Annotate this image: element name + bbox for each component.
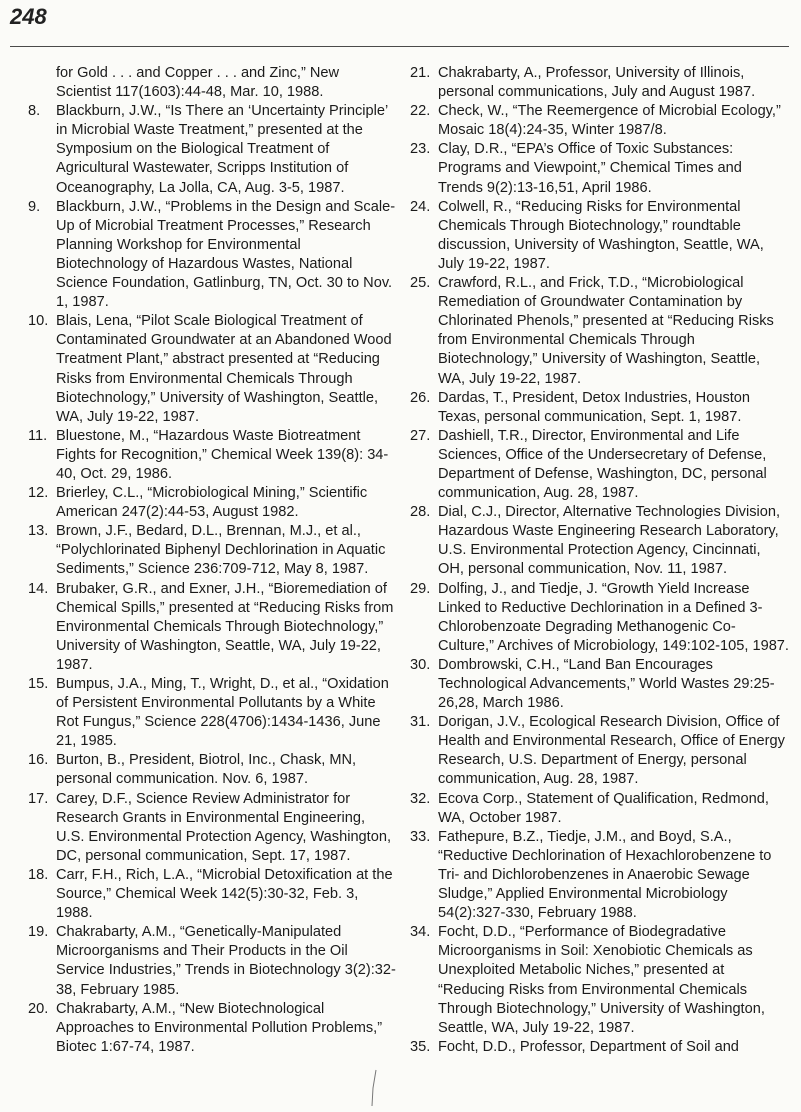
reference-entry bbox=[28, 675, 396, 751]
reference-entry bbox=[410, 828, 790, 923]
reference-entry bbox=[28, 790, 396, 866]
reference-number: 19. bbox=[28, 924, 49, 941]
reference-entry bbox=[410, 503, 790, 579]
reference-number: 12. bbox=[28, 485, 49, 502]
reference-entry bbox=[28, 427, 396, 484]
reference-entry bbox=[410, 713, 790, 789]
reference-text: Blackburn, J.W., “Problems in the Design and Scale-Up of Microbial Treatment Processes,” Research Planning Workshop for Environmental Biotechnology of Hazardous Wastes, National Science Foundation, Gatlinburg, TN, Oct. 30 to Nov. 1, 1987. bbox=[56, 198, 396, 311]
reference-number: 11. bbox=[28, 427, 48, 444]
reference-entry bbox=[410, 1038, 790, 1057]
reference-number: 17. bbox=[28, 790, 49, 807]
reference-entry bbox=[28, 580, 396, 675]
left-column bbox=[28, 64, 396, 1057]
reference-entry bbox=[410, 140, 790, 197]
reference-number: 8. bbox=[28, 103, 41, 120]
reference-text: Dardas, T., President, Detox Industries, Houston Texas, personal communication, Sept. 1, 1987. bbox=[438, 389, 751, 425]
reference-entry bbox=[28, 102, 396, 197]
reference-number: 13. bbox=[28, 523, 49, 540]
reference-text: Dial, C.J., Director, Alternative Technologies Division, Hazardous Waste Engineering Research Laboratory, U.S. Environmental Protection Agency, Cincinnati, OH, personal communication, Nov. 11, 1987. bbox=[438, 504, 781, 578]
page-number: 248 bbox=[10, 4, 47, 29]
header-rule bbox=[10, 46, 789, 47]
reference-entry bbox=[28, 1000, 396, 1057]
reference-entry bbox=[410, 102, 790, 140]
reference-text: Clay, D.R., “EPA’s Office of Toxic Substances: Programs and Viewpoint,” Chemical Times and Trends 9(2):13-16,51, April 1986. bbox=[438, 141, 742, 196]
reference-number: 31. bbox=[410, 714, 431, 731]
reference-number: 30. bbox=[410, 656, 431, 673]
reference-text: Chakrabarty, A., Professor, University of Illinois, personal communications, July and August 1987. bbox=[438, 65, 756, 101]
reference-entry bbox=[410, 389, 790, 427]
reference-text: Dorigan, J.V., Ecological Research Division, Office of Health and Environmental Research, Office of Energy Research, U.S. Department of Energy, personal communication, Aug. 28, 1987. bbox=[438, 714, 785, 788]
reference-text: Blais, Lena, “Pilot Scale Biological Treatment of Contaminated Groundwater at an Abandoned Wood Treatment Plant,” abstract presented at “Reducing Risks from Environmental Chemicals Through Biotechnology,” University of Washington, Seattle, WA, July 19-22, 1987. bbox=[56, 313, 392, 425]
reference-text: Crawford, R.L., and Frick, T.D., “Microbiological Remediation of Groundwater Contamination by Chlorinated Phenols,” presented at “Reducing Risks from Environmental Chemicals Through Biotechnology,” University of Washington, Seattle, WA, July 19-22, 1987. bbox=[438, 275, 774, 387]
reference-entry bbox=[28, 866, 396, 923]
reference-text: Bluestone, M., “Hazardous Waste Biotreatment Fights for Recognition,” Chemical Week 139(8): 34-40, Oct. 29, 1986. bbox=[56, 427, 389, 482]
reference-text: Check, W., “The Reemergence of Microbial Ecology,” Mosaic 18(4):24-35, Winter 1987/8. bbox=[438, 103, 781, 139]
reference-entry bbox=[28, 923, 396, 999]
reference-entry bbox=[410, 580, 790, 656]
reference-continuation: for Gold . . . and Copper . . . and Zinc,” New Scientist 117(1603):44-48, Mar. 10, 1988. bbox=[56, 65, 340, 101]
reference-entry bbox=[410, 274, 790, 389]
reference-text: Chakrabarty, A.M., “Genetically-Manipulated Microorganisms and Their Products in the Oil Service Industries,” Trends in Biotechnology 3(2):32-38, February 1985. bbox=[56, 924, 396, 998]
reference-number: 9. bbox=[28, 198, 41, 215]
reference-text: Colwell, R., “Reducing Risks for Environmental Chemicals Through Biotechnology,” roundtable discussion, University of Washington, Seattle, WA, July 19-22, 1987. bbox=[438, 198, 764, 272]
reference-number: 23. bbox=[410, 141, 431, 158]
reference-text: Brierley, C.L., “Microbiological Mining,” Scientific American 247(2):44-53, August 1982. bbox=[56, 485, 368, 521]
reference-text: Brubaker, G.R., and Exner, J.H., “Bioremediation of Chemical Spills,” presented at “Reducing Risks from Environmental Chemicals Through Biotechnology,” University of Washington, Seattle, WA, July 19-22, 1987. bbox=[56, 580, 394, 673]
reference-entry bbox=[410, 656, 790, 713]
reference-text: Fathepure, B.Z., Tiedje, J.M., and Boyd, S.A., “Reductive Dechlorination of Hexachlorobenzene to Tri- and Dichlorobenzenes in Anaerobic Sewage Sludge,” Applied Environmental Microbiology 54(2):327-330, February 1988. bbox=[438, 828, 772, 922]
reference-number: 16. bbox=[28, 752, 49, 769]
reference-text: Dombrowski, C.H., “Land Ban Encourages Technological Advancements,” World Wastes 29:25-26,28, March 1986. bbox=[438, 656, 775, 712]
reference-text: Burton, B., President, Biotrol, Inc., Chask, MN, personal communication. Nov. 6, 1987. bbox=[56, 752, 357, 788]
reference-number: 22. bbox=[410, 103, 431, 120]
reference-text: Dolfing, J., and Tiedje, J. “Growth Yield Increase Linked to Reductive Dechlorination in a Defined 3-Chlorobenzoate Degrading Methanogenic Co-Culture,” Archives of Microbiology, 149:102-105, 1987. bbox=[438, 580, 789, 654]
reference-text: Focht, D.D., “Performance of Biodegradative Microorganisms in Soil: Xenobiotic Chemicals as Unexploited Metabolic Niches,” presented at “Reducing Risks from Environmental Chemicals Through Biotechnology,” University of Washington, Seattle, WA, July 19-22, 1987. bbox=[438, 924, 765, 1036]
reference-number: 34. bbox=[410, 924, 431, 941]
reference-number: 10. bbox=[28, 313, 49, 330]
reference-entry bbox=[28, 312, 396, 427]
reference-entry bbox=[410, 427, 790, 503]
reference-entry bbox=[28, 522, 396, 579]
reference-entry bbox=[410, 923, 790, 1038]
reference-text: Blackburn, J.W., “Is There an ‘Uncertainty Principle’ in Microbial Waste Treatment,” presented at the Symposium on the Biological Treatment of Agricultural Wastewater, Scripps Institution of Oceanography, La Jolla, CA, Aug. 3-5, 1987. bbox=[56, 103, 388, 196]
reference-number: 18. bbox=[28, 866, 49, 883]
reference-number: 20. bbox=[28, 1000, 49, 1017]
reference-entry bbox=[410, 790, 790, 828]
reference-text: Brown, J.F., Bedard, D.L., Brennan, M.J., et al., “Polychlorinated Biphenyl Dechlorination in Aquatic Sediments,” Science 236:709-712, May 8, 1987. bbox=[56, 523, 386, 578]
pen-mark bbox=[368, 1068, 382, 1108]
reference-number: 33. bbox=[410, 828, 431, 845]
reference-entry bbox=[28, 198, 396, 313]
reference-text: Dashiell, T.R., Director, Environmental and Life Sciences, Office of the Undersecretary of Defense, Department of Defense, Washington, DC, personal communication, Aug. 28, 1987. bbox=[438, 427, 767, 502]
reference-text: Ecova Corp., Statement of Qualification, Redmond, WA, October 1987. bbox=[438, 790, 769, 826]
reference-number: 24. bbox=[410, 198, 431, 215]
reference-text: Chakrabarty, A.M., “New Biotechnological Approaches to Environmental Pollution Problems,” Biotec 1:67-74, 1987. bbox=[56, 1000, 383, 1055]
reference-number: 32. bbox=[410, 790, 431, 807]
reference-text: Focht, D.D., Professor, Department of Soil and bbox=[438, 1038, 739, 1055]
reference-entry bbox=[28, 751, 396, 789]
right-reference-list bbox=[410, 64, 790, 1057]
reference-number: 14. bbox=[28, 580, 49, 597]
reference-number: 35. bbox=[410, 1038, 431, 1055]
reference-text: Carr, F.H., Rich, L.A., “Microbial Detoxification at the Source,” Chemical Week 142(5):30-32, Feb. 3, 1988. bbox=[56, 866, 393, 922]
reference-entry bbox=[410, 198, 790, 274]
reference-entry bbox=[410, 64, 790, 102]
reference-number: 27. bbox=[410, 427, 431, 444]
reference-number: 21. bbox=[410, 65, 431, 81]
reference-text: Bumpus, J.A., Ming, T., Wright, D., et al., “Oxidation of Persistent Environmental Pollutants by a White Rot Fungus,” Science 228(4706):1434-1436, June 21, 1985. bbox=[56, 676, 389, 750]
reference-number: 29. bbox=[410, 580, 431, 597]
reference-number: 28. bbox=[410, 504, 431, 521]
reference-number: 15. bbox=[28, 676, 49, 692]
right-column bbox=[410, 64, 790, 1057]
reference-text: Carey, D.F., Science Review Administrator for Research Grants in Environmental Engineering, U.S. Environmental Protection Agency, Washington, DC, personal communication, Sept. 17, 1987. bbox=[56, 790, 392, 864]
left-reference-list bbox=[28, 102, 396, 1057]
reference-number: 25. bbox=[410, 275, 431, 292]
reference-entry bbox=[28, 484, 396, 522]
reference-number: 26. bbox=[410, 389, 431, 406]
